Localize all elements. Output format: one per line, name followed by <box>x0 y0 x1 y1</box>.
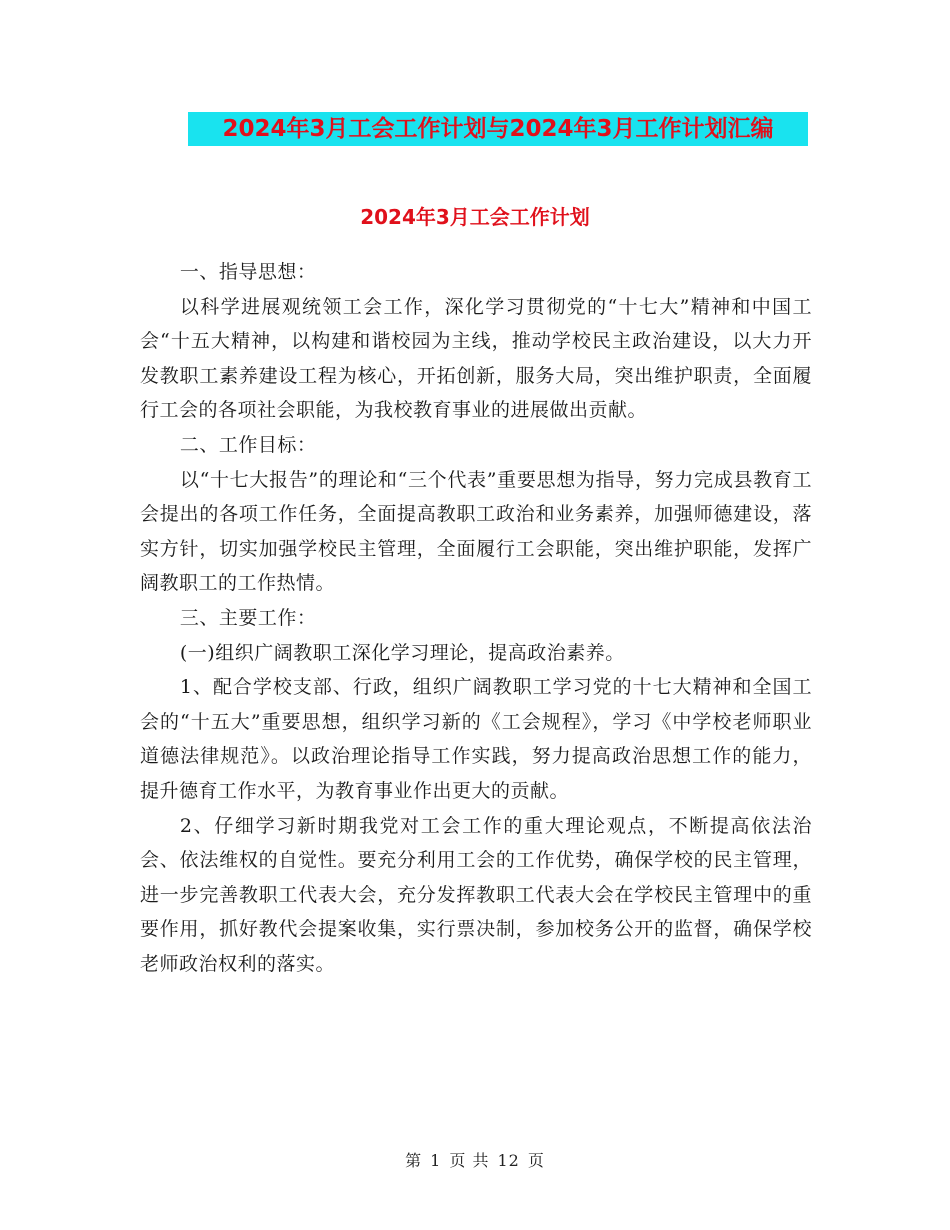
subheading-study-theory: (一)组织广阔教职工深化学习理论，提高政治素养。 <box>179 641 625 664</box>
footer-current-page: 1 <box>430 1151 442 1170</box>
paragraph-guiding-ideology: 以科学进展观统领工会工作，深化学习贯彻党的“十七大”精神和中国工会“十五大精神，以构建和谐校园为主线，推动学校民主政治建设，以大力开发教职工素养建设工程为核心，开拓创新，服务大局，突出维护职责，全面履行工会的各项社会职能，为我校教育事业的进展做出贡献。 <box>140 295 812 422</box>
footer-total-pages: 12 <box>497 1151 520 1170</box>
footer-middle: 页 共 <box>449 1151 490 1170</box>
paragraph-item-2: 2、仔细学习新时期我党对工会工作的重大理论观点，不断提高依法治会、依法维权的自觉性。要充分利用工会的工作优势，确保学校的民主管理，进一步完善教职工代表大会，充分发挥教职工代表大会在学校民主管理中的重要作用，抓好教代会提案收集，实行票决制，参加校务公开的监督，确保学校老师政治权利的落实。 <box>140 814 812 975</box>
document-body <box>140 255 812 981</box>
footer-suffix: 页 <box>527 1151 545 1170</box>
heading-guiding-ideology: 一、指导思想： <box>179 261 317 283</box>
document-title: 2024年3月工会工作计划与2024年3月工作计划汇编 <box>188 112 808 146</box>
footer-prefix: 第 <box>405 1151 423 1170</box>
paragraph-item-1: 1、配合学校支部、行政，组织广阔教职工学习党的十七大精神和全国工会的“十五大”重要思想，组织学习新的《工会规程》，学习《中学校老师职业道德法律规范》。以政治理论指导工作实践，努力提高政治思想工作的能力，提升德育工作水平，为教育事业作出更大的贡献。 <box>140 676 812 802</box>
heading-work-goals: 二、工作目标： <box>179 433 317 456</box>
heading-main-work: 三、主要工作： <box>179 606 317 629</box>
paragraph-work-goals: 以“十七大报告”的理论和“三个代表”重要思想为指导，努力完成县教育工会提出的各项工作任务，全面提高教职工政治和业务素养，加强师德建设，落实方针，切实加强学校民主管理，全面履行工会职能，突出维护职能，发挥广阔教职工的工作热情。 <box>140 468 812 595</box>
page-footer <box>0 1148 950 1171</box>
section-title: 2024年3月工会工作计划 <box>360 205 590 229</box>
